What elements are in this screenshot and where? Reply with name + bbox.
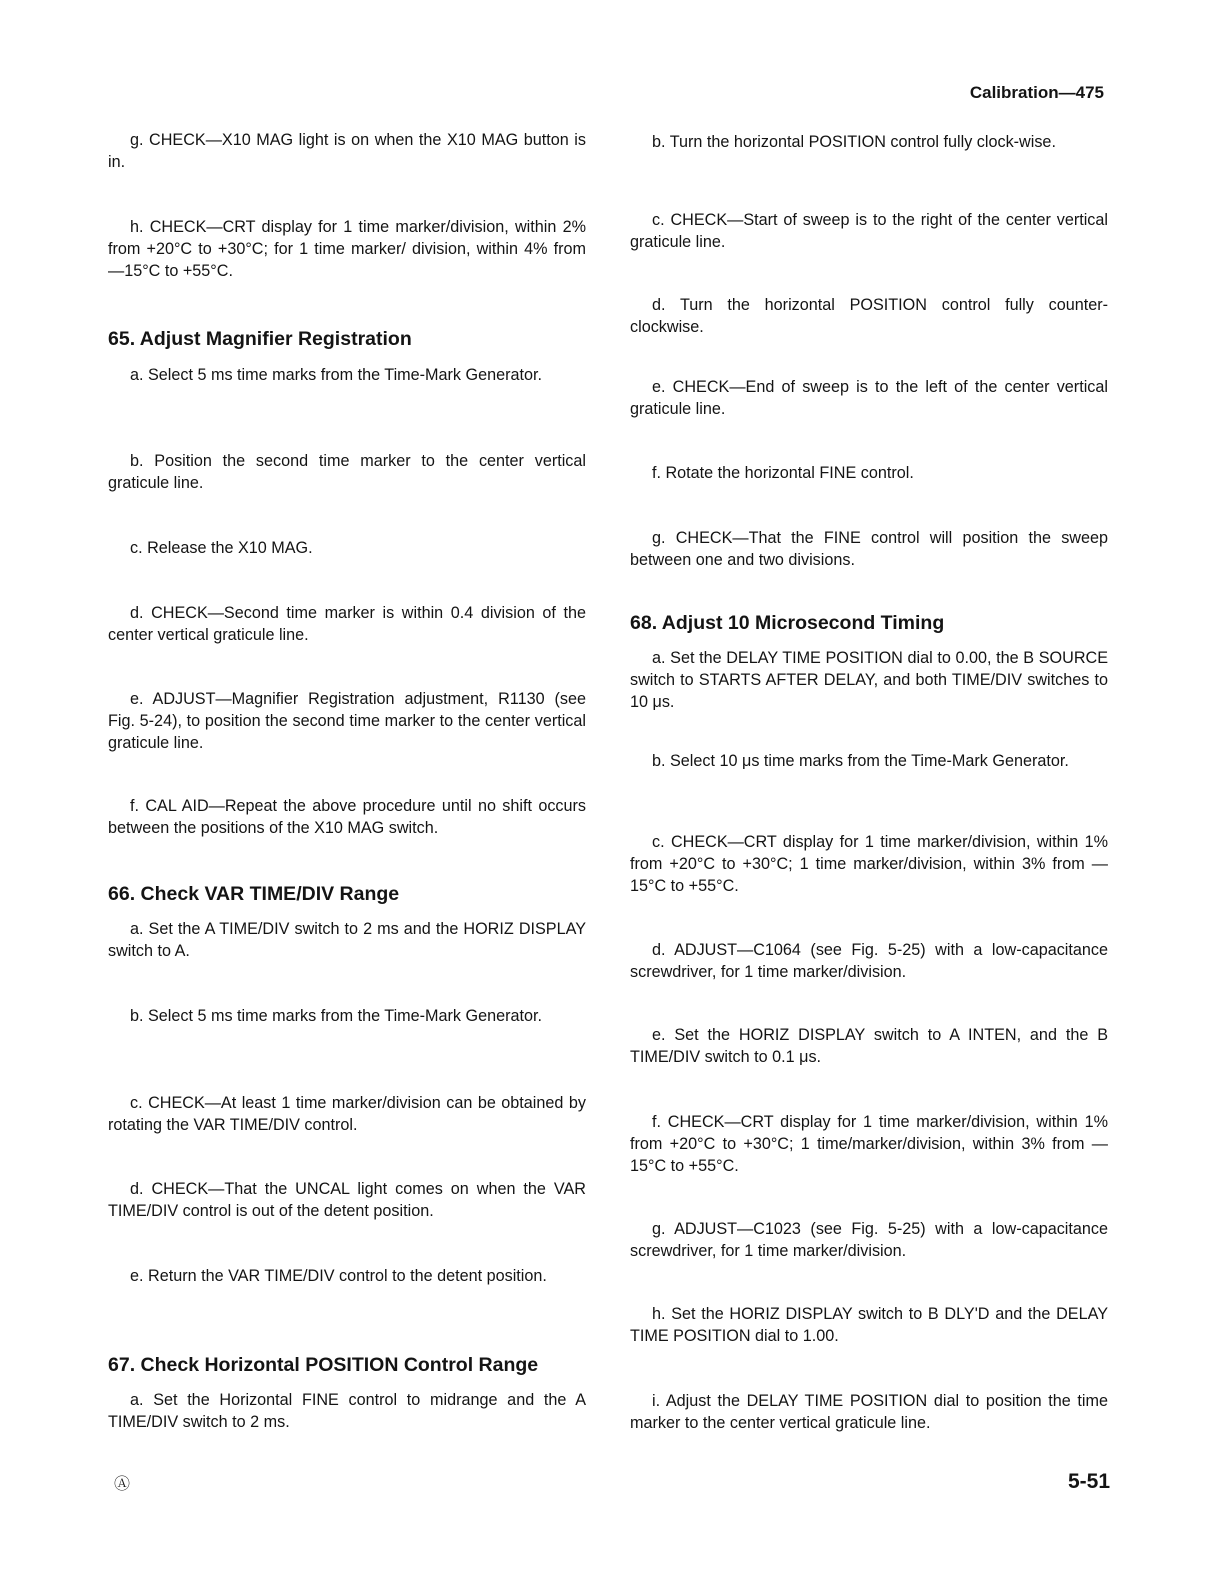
step-68d: d. ADJUST—C1064 (see Fig. 5-25) with a low-capacitance screwdriver, for 1 time marker/division.	[630, 941, 1108, 981]
running-header: Calibration—475	[969, 83, 1104, 102]
step-68i: i. Adjust the DELAY TIME POSITION dial to position the time marker to the center vertical graticule line.	[630, 1392, 1108, 1432]
heading-65: 65. Adjust Magnifier Registration	[108, 328, 412, 350]
heading-68: 68. Adjust 10 Microsecond Timing	[630, 612, 945, 634]
step-67b: b. Turn the horizontal POSITION control fully clock-wise.	[652, 133, 1056, 151]
heading-66: 66. Check VAR TIME/DIV Range	[108, 883, 400, 905]
step-65a: a. Select 5 ms time marks from the Time-Mark Generator.	[130, 366, 542, 384]
step-68g: g. ADJUST—C1023 (see Fig. 5-25) with a low-capacitance screwdriver, for 1 time marker/division.	[630, 1220, 1108, 1260]
step-66b: b. Select 5 ms time marks from the Time-Mark Generator.	[130, 1007, 542, 1025]
revision-mark: Ⓐ	[114, 1476, 131, 1493]
step-65c: c. Release the X10 MAG.	[130, 539, 313, 557]
step-68c: c. CHECK—CRT display for 1 time marker/division, within 1% from +20°C to +30°C; 1 time marker/division, within 3% from —15°C to +55°C.	[630, 833, 1108, 895]
step-64h: h. CHECK—CRT display for 1 time marker/division, within 2% from +20°C to +30°C; for 1 time marker/ division, within 4% from —15°C to +55°C.	[108, 218, 586, 280]
step-64g: g. CHECK—X10 MAG light is on when the X10 MAG button is in.	[108, 131, 586, 171]
step-68h: h. Set the HORIZ DISPLAY switch to B DLY'D and the DELAY TIME POSITION dial to 1.00.	[630, 1305, 1108, 1345]
step-68b: b. Select 10 μs time marks from the Time-Mark Generator.	[652, 752, 1069, 770]
step-67f: f. Rotate the horizontal FINE control.	[652, 464, 914, 482]
step-67c: c. CHECK—Start of sweep is to the right of the center vertical graticule line.	[630, 211, 1108, 251]
step-66e: e. Return the VAR TIME/DIV control to the detent position.	[130, 1267, 547, 1285]
step-68e: e. Set the HORIZ DISPLAY switch to A INTEN, and the B TIME/DIV switch to 0.1 μs.	[630, 1026, 1108, 1066]
heading-67: 67. Check Horizontal POSITION Control Range	[108, 1354, 539, 1376]
step-67a: a. Set the Horizontal FINE control to midrange and the A TIME/DIV switch to 2 ms.	[108, 1391, 586, 1431]
step-67e: e. CHECK—End of sweep is to the left of the center vertical graticule line.	[630, 378, 1108, 418]
step-67d: d. Turn the horizontal POSITION control fully counter-clockwise.	[630, 296, 1108, 336]
step-65b: b. Position the second time marker to the center vertical graticule line.	[108, 452, 586, 492]
step-66a: a. Set the A TIME/DIV switch to 2 ms and the HORIZ DISPLAY switch to A.	[108, 920, 586, 960]
step-67g: g. CHECK—That the FINE control will position the sweep between one and two divisions.	[630, 529, 1108, 569]
step-68f: f. CHECK—CRT display for 1 time marker/division, within 1% from +20°C to +30°C; 1 time/marker/division, within 3% from —15°C to +55°C.	[630, 1113, 1108, 1175]
page-number: 5-51	[1067, 1470, 1110, 1493]
step-65e: e. ADJUST—Magnifier Registration adjustment, R1130 (see Fig. 5-24), to position the second time marker to the center vertical graticule line.	[108, 690, 586, 752]
step-68a: a. Set the DELAY TIME POSITION dial to 0.00, the B SOURCE switch to STARTS AFTER DELAY, and both TIME/DIV switches to 10 μs.	[630, 649, 1108, 711]
step-66c: c. CHECK—At least 1 time marker/division can be obtained by rotating the VAR TIME/DIV control.	[108, 1094, 586, 1134]
step-66d: d. CHECK—That the UNCAL light comes on when the VAR TIME/DIV control is out of the detent position.	[108, 1180, 586, 1220]
step-65f: f. CAL AID—Repeat the above procedure until no shift occurs between the positions of the X10 MAG switch.	[108, 797, 586, 837]
step-65d: d. CHECK—Second time marker is within 0.4 division of the center vertical graticule line.	[108, 604, 586, 644]
